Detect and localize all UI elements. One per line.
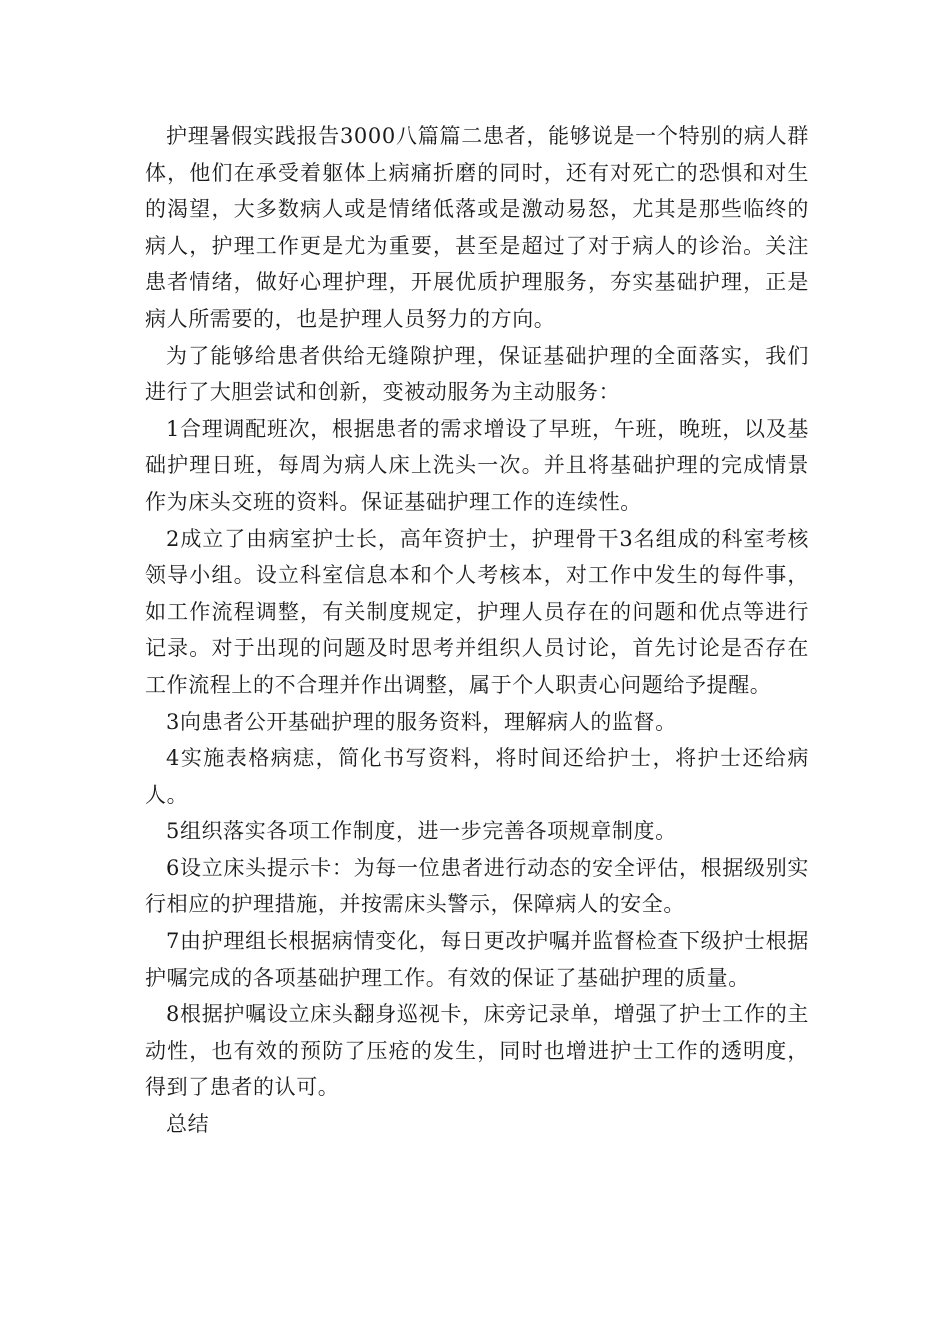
paragraph-item-3: 3向患者公开基础护理的服务资料，理解病人的监督。 <box>166 709 677 734</box>
paragraph-item-6: 6设立床头提示卡：为每一位患者进行动态的安全评估，根据级别实行相应的护理措施，并按需床头警示，保障病人的安全。 <box>145 855 809 917</box>
paragraph-item-1: 1合理调配班次，根据患者的需求增设了早班，午班，晚班，以及基础护理日班，每周为病人床上洗头一次。并且将基础护理的完成情景作为床头交班的资料。保证基础护理工作的连续性。 <box>145 416 809 514</box>
paragraph-item-7: 7由护理组长根据病情变化，每日更改护嘱并监督检查下级护士根据护嘱完成的各项基础护理工作。有效的保证了基础护理的质量。 <box>145 929 809 990</box>
paragraph-item-5: 5组织落实各项工作制度，进一步完善各项规章制度。 <box>166 819 677 844</box>
paragraph-item-4: 4实施表格病痣，简化书写资料，将时间还给护士，将护士还给病人。 <box>145 746 809 807</box>
paragraph-overview: 为了能够给患者供给无缝隙护理，保证基础护理的全面落实，我们进行了大胆尝试和创新，变被动服务为主动服务： <box>145 343 809 405</box>
paragraph-item-2: 2成立了由病室护士长，高年资护士，护理骨干3名组成的科室考核领导小组。设立科室信息本和个人考核本，对工作中发生的每件事，如工作流程调整，有关制度规定，护理人员存在的问题和优点等进行记录。对于出现的问题及时思考并组织人员讨论，首先讨论是否存在工作流程上的不合理并作出调整，属于个人职责心问题给予提醒。 <box>145 526 809 697</box>
paragraph-item-8: 8根据护嘱设立床头翻身巡视卡，床旁记录单，增强了护士工作的主动性，也有效的预防了压疮的发生，同时也增进护士工作的透明度，得到了患者的认可。 <box>145 1002 809 1100</box>
paragraph-summary-heading: 总结 <box>166 1112 210 1137</box>
paragraph-intro: 护理暑假实践报告3000八篇篇二患者，能够说是一个特别的病人群体，他们在承受着躯体上病痛折磨的同时，还有对死亡的恐惧和对生的渴望，大多数病人或是情绪低落或是激动易怒，尤其是那些临终的病人，护理工作更是尤为重要，甚至是超过了对于病人的诊治。关注患者情绪，做好心理护理，开展优质护理服务，夯实基础护理，正是病人所需要的，也是护理人员努力的方向。 <box>145 124 809 331</box>
document-body <box>145 118 809 1143</box>
